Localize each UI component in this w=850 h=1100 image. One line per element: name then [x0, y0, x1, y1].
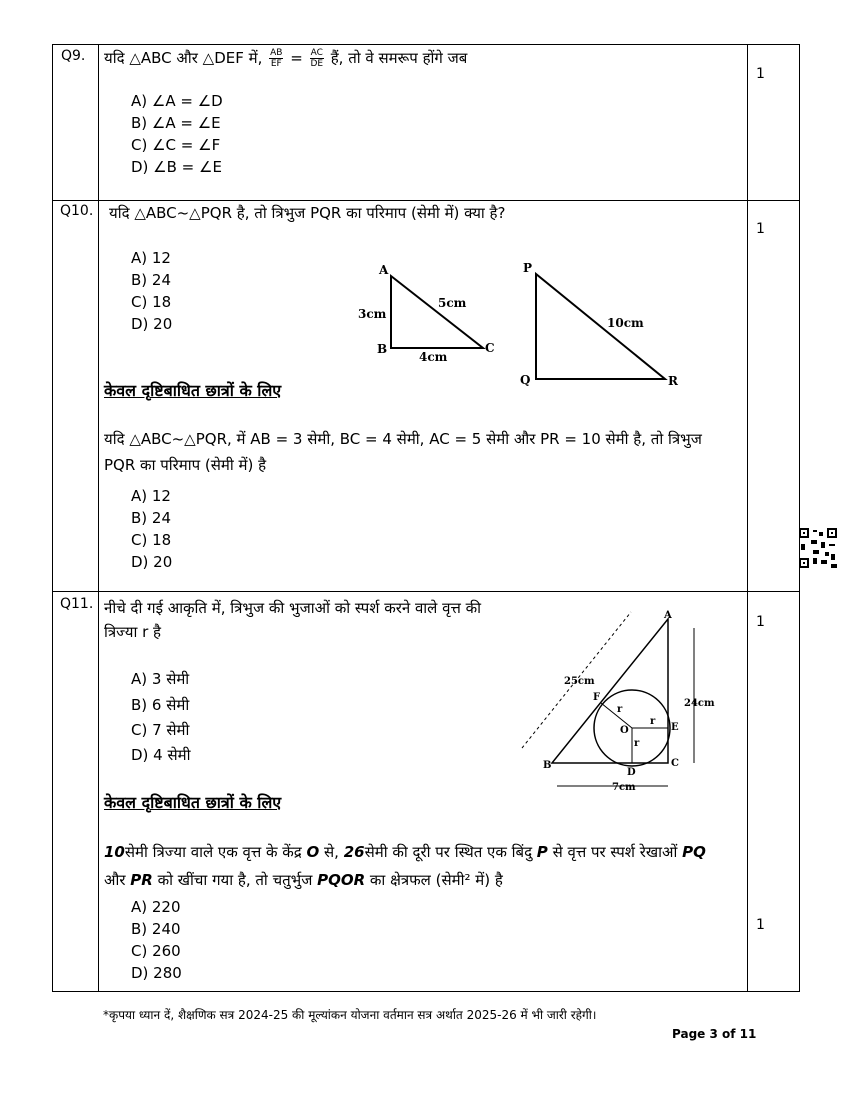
- q10-vi-option-a: A) 12: [131, 487, 171, 505]
- vi-pr: PR: [130, 871, 153, 889]
- q9-marks: 1: [756, 66, 765, 82]
- label-b: B: [377, 342, 388, 356]
- vi-point-o: O: [306, 843, 320, 861]
- q11-vi-option-c: C) 260: [131, 942, 181, 960]
- triangle-q11: [552, 619, 668, 763]
- fig-base: 7cm: [612, 782, 636, 793]
- q9-option-c: C) ∠C = ∠F: [131, 136, 221, 154]
- qr-code-icon: [799, 528, 837, 568]
- label-ab: 3cm: [358, 307, 387, 321]
- q9-text-b: △ABC और △DEF में,: [129, 49, 263, 67]
- q11-figure: [522, 610, 715, 793]
- q9-eq: =: [290, 49, 303, 67]
- vi-pqor: PQOR: [317, 871, 366, 889]
- triangle-abc: [391, 276, 483, 348]
- vi-part-9: और: [104, 871, 131, 889]
- q11-option-a: A) 3 सेमी: [131, 670, 190, 688]
- q9-option-b: B) ∠A = ∠E: [131, 114, 221, 132]
- frac1-num: AB: [270, 48, 283, 58]
- label-c: C: [485, 341, 495, 355]
- q11-question: नीचे दी गई आकृति में, त्रिभुज की भुजाओं को स्पर्श करने वाले वृत्त की त्रिज्या r है: [104, 599, 481, 641]
- footer-note: *कृपया ध्यान दें, शैक्षणिक सत्र 2024-25 की मूल्यांकन योजना वर्तमान सत्र अर्थात 2025-26 में भी जारी रहेगी।: [103, 1008, 597, 1022]
- fig-f: F: [593, 692, 601, 703]
- q10-option-a: A) 12: [131, 249, 171, 267]
- frac2-den: DE: [310, 59, 324, 69]
- q9-option-d: D) ∠B = ∠E: [131, 158, 222, 176]
- fig-r1: r: [617, 704, 623, 715]
- q10-marks: 1: [756, 221, 765, 237]
- q9-number: Q9.: [61, 48, 86, 64]
- q9-text-a: यदि: [104, 49, 125, 67]
- q10-vi-option-d: D) 20: [131, 553, 173, 571]
- q11-vi-option-d: D) 280: [131, 964, 182, 982]
- fig-hyp: 25cm: [564, 676, 595, 687]
- label-q: Q: [520, 373, 531, 387]
- fig-side: 24cm: [684, 698, 715, 709]
- label-a: A: [379, 263, 389, 277]
- q11-vi-heading: केवल दृष्टिबाधित छात्रों के लिए: [104, 793, 282, 812]
- vi-pq: PQ: [682, 843, 706, 861]
- page-number: Page 3 of 11: [672, 1027, 757, 1041]
- q10-vi-option-c: C) 18: [131, 531, 172, 549]
- vi-distance: 26: [343, 843, 365, 861]
- q10-question: यदि △ABC~△PQR है, तो त्रिभुज PQR का परिमाप (सेमी में) क्या है?: [109, 204, 506, 222]
- vi-part-3: से,: [319, 843, 344, 861]
- vi-point-p: P: [536, 843, 548, 861]
- q10-vi-heading: केवल दृष्टिबाधित छात्रों के लिए: [104, 381, 282, 400]
- fig-r2: r: [650, 716, 656, 727]
- label-r: R: [668, 374, 678, 388]
- label-pr: 10cm: [607, 316, 644, 330]
- vi-radius: 10: [104, 843, 125, 861]
- frac2-num: AC: [310, 48, 323, 58]
- q11-number: Q11.: [60, 596, 94, 612]
- q9-text-c: हैं, तो वे समरूप होंगे जब: [330, 49, 468, 67]
- vi-part-7: से वृत्त पर स्पर्श रेखाओं: [547, 843, 683, 861]
- fig-o: O: [620, 725, 629, 736]
- label-ac: 5cm: [438, 296, 467, 310]
- fig-c: C: [671, 758, 679, 769]
- q10-option-b: B) 24: [131, 271, 171, 289]
- fig-b: B: [543, 760, 552, 771]
- q11-vi-marks: 1: [756, 917, 765, 933]
- q10-vi-option-b: B) 24: [131, 509, 171, 527]
- q11-vi-text: [104, 838, 724, 894]
- fig-e: E: [671, 722, 679, 733]
- q11-vi-option-a: A) 220: [131, 898, 181, 916]
- q10-option-d: D) 20: [131, 315, 173, 333]
- q11-marks: 1: [756, 614, 765, 630]
- fig-r3: r: [634, 738, 640, 749]
- q10-vi-text: यदि △ABC~△PQR, में AB = 3 सेमी, BC = 4 सेमी, AC = 5 सेमी और PR = 10 सेमी है, तो त्रिभुज PQR का परिमाप (सेमी में) है: [104, 430, 702, 474]
- q11-option-d: D) 4 सेमी: [131, 746, 191, 764]
- frac1-den: EF: [270, 59, 282, 69]
- vi-part-5: सेमी की दूरी पर स्थित एक बिंदु: [364, 843, 537, 861]
- q11-option-b: B) 6 सेमी: [131, 696, 190, 714]
- label-bc: 4cm: [419, 350, 448, 364]
- q11-option-c: C) 7 सेमी: [131, 721, 190, 739]
- fig-a: A: [664, 610, 672, 621]
- q10-option-c: C) 18: [131, 293, 172, 311]
- q11-vi-option-b: B) 240: [131, 920, 181, 938]
- q10-number: Q10.: [60, 203, 94, 219]
- q9-option-a: A) ∠A = ∠D: [131, 92, 223, 110]
- fig-d: D: [627, 767, 636, 778]
- vi-part-11: को खींचा गया है, तो चतुर्भुज: [152, 871, 318, 889]
- triangle-pqr: [536, 274, 665, 379]
- vi-part-13: का क्षेत्रफल (सेमी² में) है: [365, 871, 503, 889]
- label-p: P: [523, 261, 533, 275]
- vi-part-1: सेमी त्रिज्या वाले एक वृत्त के केंद्र: [124, 843, 307, 861]
